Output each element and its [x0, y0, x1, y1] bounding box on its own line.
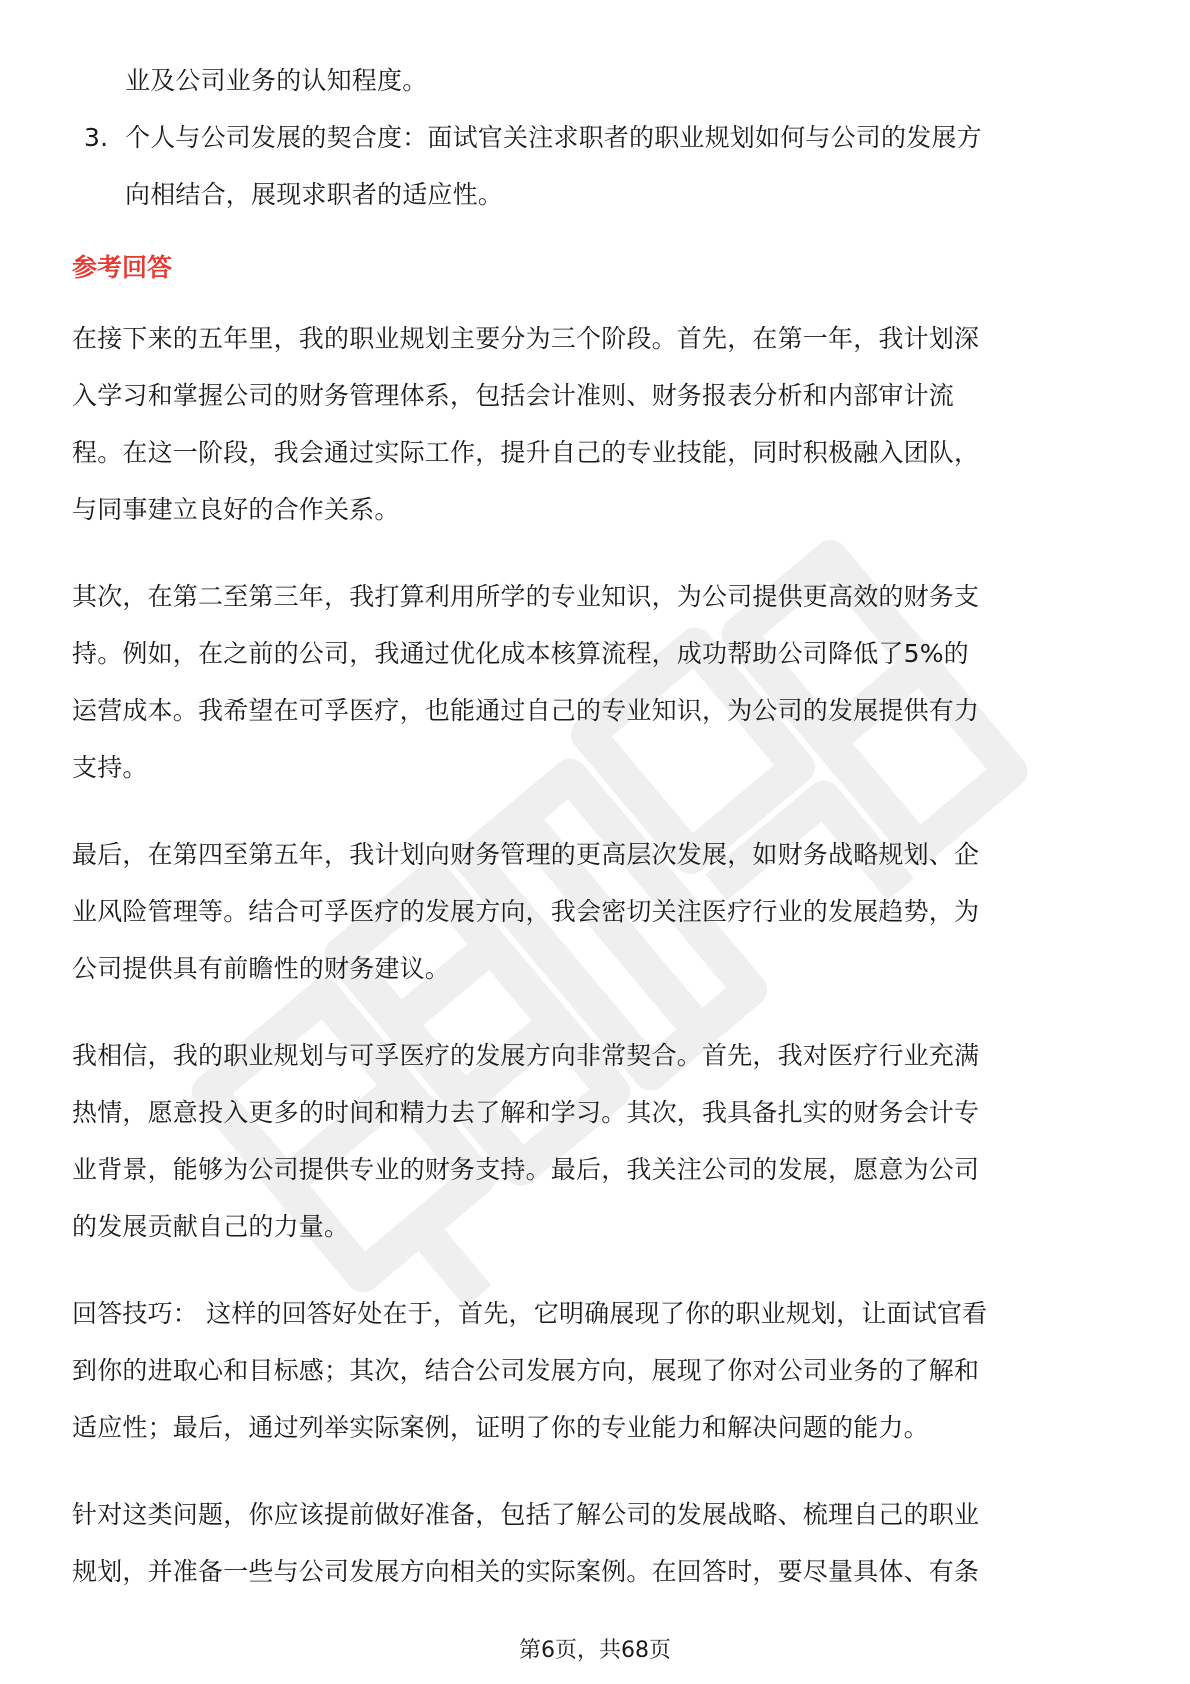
paragraph-line: 在接下来的五年里，我的职业规划主要分为三个阶段。首先，在第一年，我计划深	[72, 324, 980, 353]
paragraph-line: 业风险管理等。结合可孚医疗的发展方向，我会密切关注医疗行业的发展趋势，为	[72, 897, 980, 926]
paragraph-line: 其次，在第二至第三年，我打算利用所学的专业知识，为公司提供更高效的财务支	[72, 582, 980, 611]
list-item-line: 个人与公司发展的契合度：面试官关注求职者的职业规划如何与公司的发展方	[125, 123, 982, 152]
paragraph-line: 热情，愿意投入更多的时间和精力去了解和学习。其次，我具备扎实的财务会计专	[72, 1098, 980, 1127]
list-number: 3.	[84, 123, 109, 152]
paragraph-line: 我相信，我的职业规划与可孚医疗的发展方向非常契合。首先，我对医疗行业充满	[72, 1041, 980, 1070]
paragraph-3	[72, 826, 1118, 997]
paragraph-line: 适应性；最后，通过列举实际案例，证明了你的专业能力和解决问题的能力。	[72, 1413, 929, 1442]
continued-list-text: 业及公司业务的认知程度。	[125, 66, 428, 95]
list-item-3	[72, 109, 1118, 223]
paragraph-4	[72, 1027, 1118, 1255]
paragraph-line: 入学习和掌握公司的财务管理体系，包括会计准则、财务报表分析和内部审计流	[72, 381, 955, 410]
paragraph-line: 公司提供具有前瞻性的财务建议。	[72, 954, 451, 983]
document-body	[72, 52, 1118, 1630]
paragraph-line: 持。例如，在之前的公司，我通过优化成本核算流程，成功帮助公司降低了5%的	[72, 639, 969, 668]
paragraph-line: 到你的进取心和目标感；其次，结合公司发展方向，展现了你对公司业务的了解和	[72, 1356, 980, 1385]
paragraph-line: 业背景，能够为公司提供专业的财务支持。最后，我关注公司的发展，愿意为公司	[72, 1155, 980, 1184]
paragraph-line: 与同事建立良好的合作关系。	[72, 495, 400, 524]
paragraph-line: 最后，在第四至第五年，我计划向财务管理的更高层次发展，如财务战略规划、企	[72, 840, 980, 869]
paragraph-line: 针对这类问题，你应该提前做好准备，包括了解公司的发展战略、梳理自己的职业	[72, 1500, 980, 1529]
paragraph-2	[72, 568, 1118, 796]
section-heading: 参考回答	[72, 253, 173, 282]
paragraph-line: 程。在这一阶段，我会通过实际工作，提升自己的专业技能，同时积极融入团队，	[72, 438, 980, 467]
paragraph-1	[72, 310, 1118, 538]
paragraph-line: 的发展贡献自己的力量。	[72, 1212, 350, 1241]
paragraph-line: 运营成本。我希望在可孚医疗，也能通过自己的专业知识，为公司的发展提供有力	[72, 696, 980, 725]
paragraph-line: 回答技巧： 这样的回答好处在于，首先，它明确展现了你的职业规划，让面试官看	[72, 1299, 988, 1328]
paragraph-5-answer-tips	[72, 1285, 1118, 1456]
list-item-line: 向相结合，展现求职者的适应性。	[125, 180, 504, 209]
paragraph-line: 规划，并准备一些与公司发展方向相关的实际案例。在回答时，要尽量具体、有条	[72, 1557, 980, 1586]
paragraph-6	[72, 1486, 1118, 1600]
page-footer: 第6页，共68页	[519, 1638, 671, 1663]
paragraph-line: 支持。	[72, 753, 148, 782]
